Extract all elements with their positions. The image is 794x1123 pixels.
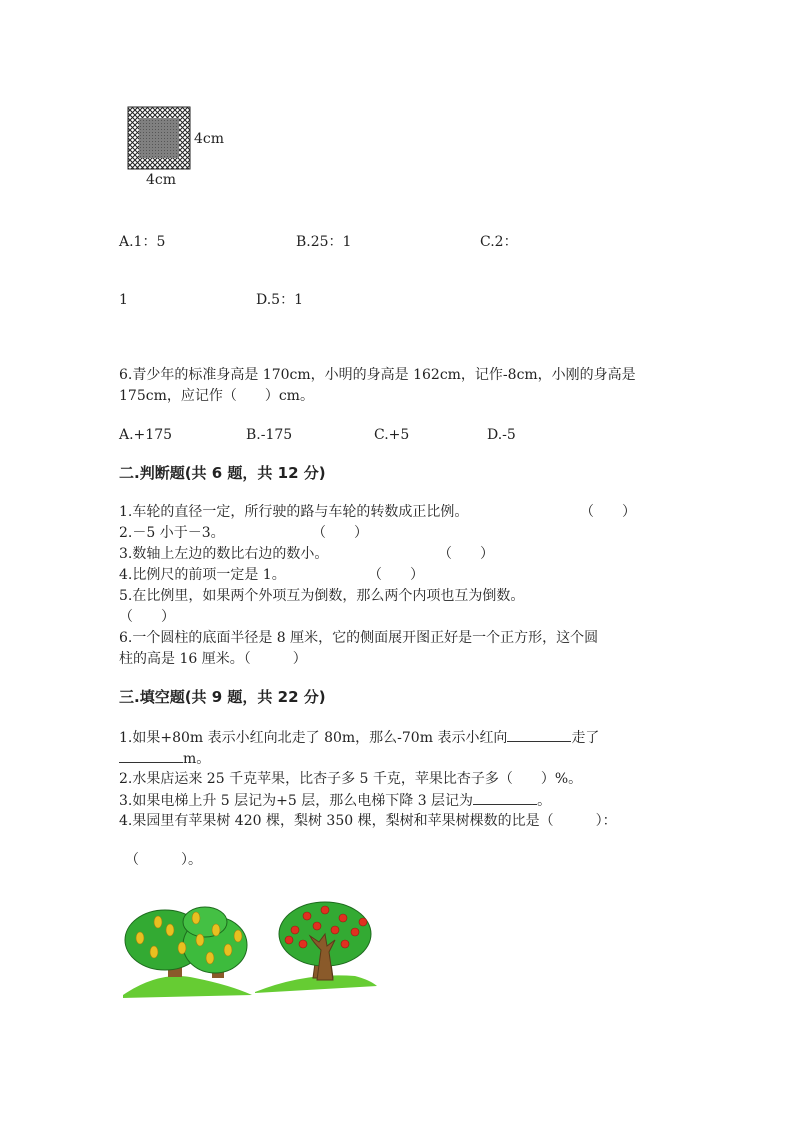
fill-item-1-text-a: 1.如果+80m 表示小红向北走了 80m，那么-70m 表示小红向 xyxy=(119,730,508,746)
judge-item-6-line1: 6.一个圆柱的底面半径是 8 厘米，它的侧面展开图正好是一个正方形，这个圆 xyxy=(119,630,599,646)
judge-item-2: 2.－5 小于－3。 xyxy=(119,525,225,541)
fill-item-1-line1 xyxy=(119,727,599,749)
q6-text-line2: 175cm，应记作（ ）cm。 xyxy=(119,388,314,404)
fill-item-3-end: 。 xyxy=(537,793,552,809)
judge-item-3-paren[interactable]: （ ） xyxy=(438,546,494,562)
apple-tree-illustration xyxy=(255,900,385,995)
fill-item-1-text-b: 走了 xyxy=(571,730,600,746)
square-figure xyxy=(125,105,235,190)
q5-option-c[interactable]: C.2： xyxy=(480,234,518,250)
judge-item-1-paren[interactable]: （ ） xyxy=(580,504,636,520)
judge-item-4-paren[interactable]: （ ） xyxy=(368,567,424,583)
q5-option-b[interactable]: B.25：1 xyxy=(296,234,352,250)
fill-blank-distance[interactable] xyxy=(119,748,183,763)
q6-option-b[interactable]: B.-175 xyxy=(246,427,293,443)
apple-tree-icon xyxy=(255,900,385,995)
fill-item-3 xyxy=(119,790,551,812)
judge-item-4: 4.比例尺的前项一定是 1。 xyxy=(119,567,286,583)
fill-item-4-line2: （ ）。 xyxy=(125,852,202,868)
judge-item-5-paren[interactable]: （ ） xyxy=(119,609,175,625)
q6-text-line1: 6.青少年的标准身高是 170cm，小明的身高是 162cm，记作-8cm，小刚的身高是 xyxy=(119,367,636,383)
square-bottom-label: 4cm xyxy=(146,172,177,188)
fill-item-1-line2 xyxy=(119,748,210,770)
q5-option-d[interactable]: D.5：1 xyxy=(256,292,303,308)
judge-item-6-line2: 柱的高是 16 厘米。（ ） xyxy=(119,651,307,667)
pear-trees-illustration xyxy=(120,900,255,1000)
square-diagram xyxy=(125,105,235,190)
fill-item-2: 2.水果店运来 25 千克苹果，比杏子多 5 千克，苹果比杏子多（ ）%。 xyxy=(119,771,583,787)
judge-item-5: 5.在比例里，如果两个外项互为倒数，那么两个内项也互为倒数。 xyxy=(119,588,525,604)
judge-item-1: 1.车轮的直径一定，所行驶的路与车轮的转数成正比例。 xyxy=(119,504,469,520)
q5-option-a[interactable]: A.1：5 xyxy=(119,234,166,250)
fill-blank-floors[interactable] xyxy=(473,790,537,805)
q6-option-a[interactable]: A.+175 xyxy=(119,427,173,443)
square-side-label: 4cm xyxy=(194,131,225,147)
section2-title: 二.判断题(共 6 题，共 12 分) xyxy=(119,464,326,482)
judge-item-3: 3.数轴上左边的数比右边的数小。 xyxy=(119,546,329,562)
q5-option-c-continued: 1 xyxy=(119,292,128,308)
judge-item-2-paren[interactable]: （ ） xyxy=(312,525,368,541)
fill-blank-direction[interactable] xyxy=(507,727,571,742)
pear-tree-icon xyxy=(120,900,255,1000)
section3-title: 三.填空题(共 9 题，共 22 分) xyxy=(119,688,326,706)
q6-option-c[interactable]: C.+5 xyxy=(374,427,410,443)
q6-option-d[interactable]: D.-5 xyxy=(487,427,516,443)
fill-item-3-text: 3.如果电梯上升 5 层记为+5 层，那么电梯下降 3 层记为 xyxy=(119,793,474,809)
fill-item-4-line1: 4.果园里有苹果树 420 棵，梨树 350 棵，梨树和苹果树棵数的比是（ ）： xyxy=(119,813,617,829)
fill-item-1-text-c: m。 xyxy=(183,751,211,767)
